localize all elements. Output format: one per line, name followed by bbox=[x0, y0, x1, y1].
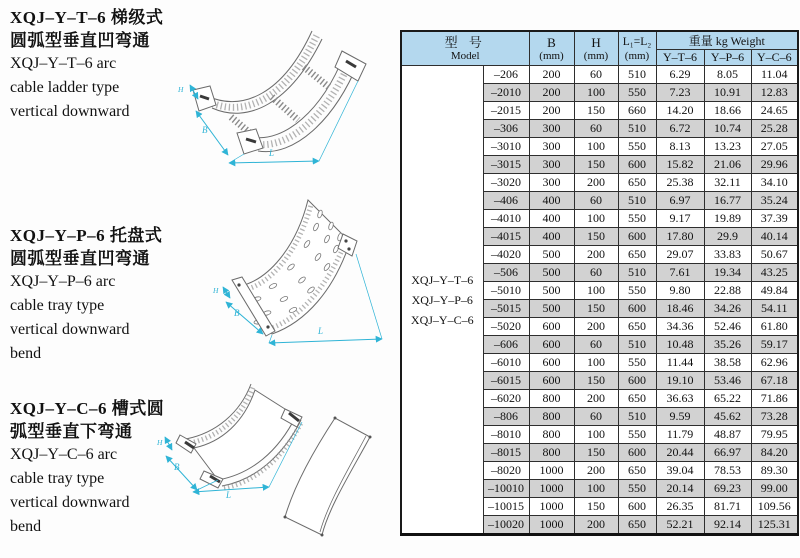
product-section-ladder bbox=[10, 6, 188, 124]
model-suffix-cell: –4020 bbox=[483, 246, 529, 264]
model-suffix-cell: –5020 bbox=[483, 318, 529, 336]
value-cell: 650 bbox=[618, 390, 656, 408]
value-cell: 100 bbox=[574, 426, 618, 444]
value-cell: 84.20 bbox=[751, 444, 798, 462]
value-cell: 510 bbox=[618, 120, 656, 138]
value-cell: 52.21 bbox=[656, 516, 704, 535]
table-body bbox=[401, 66, 798, 535]
value-cell: 200 bbox=[529, 102, 574, 120]
model-suffix-cell: –6015 bbox=[483, 372, 529, 390]
model-suffix-cell: –5015 bbox=[483, 300, 529, 318]
value-cell: 550 bbox=[618, 480, 656, 498]
value-cell: 92.14 bbox=[704, 516, 751, 535]
value-cell: 10.91 bbox=[704, 84, 751, 102]
value-cell: 54.11 bbox=[751, 300, 798, 318]
value-cell: 7.23 bbox=[656, 84, 704, 102]
value-cell: 200 bbox=[574, 174, 618, 192]
dim-label-b: B bbox=[202, 125, 208, 135]
value-cell: 36.63 bbox=[656, 390, 704, 408]
value-cell: 500 bbox=[529, 300, 574, 318]
ladder-rungs bbox=[231, 67, 330, 138]
value-cell: 60 bbox=[574, 264, 618, 282]
product-desc-en: vertical downward bbox=[10, 103, 130, 120]
value-cell: 200 bbox=[529, 66, 574, 84]
model-suffix-cell: –806 bbox=[483, 408, 529, 426]
value-cell: 79.95 bbox=[751, 426, 798, 444]
value-cell: 9.17 bbox=[656, 210, 704, 228]
value-cell: 27.05 bbox=[751, 138, 798, 156]
value-cell: 200 bbox=[574, 318, 618, 336]
value-cell: 100 bbox=[574, 480, 618, 498]
value-cell: 59.17 bbox=[751, 336, 798, 354]
ladder-rails bbox=[207, 31, 358, 152]
value-cell: 73.28 bbox=[751, 408, 798, 426]
model-suffix-cell: –5010 bbox=[483, 282, 529, 300]
value-cell: 71.86 bbox=[751, 390, 798, 408]
model-suffix-cell: –4010 bbox=[483, 210, 529, 228]
value-cell: 15.82 bbox=[656, 156, 704, 174]
value-cell: 600 bbox=[529, 372, 574, 390]
product-desc-en: cable ladder type bbox=[10, 79, 120, 96]
value-cell: 200 bbox=[529, 84, 574, 102]
value-cell: 34.26 bbox=[704, 300, 751, 318]
value-cell: 25.28 bbox=[751, 120, 798, 138]
value-cell: 150 bbox=[574, 102, 618, 120]
value-cell: 150 bbox=[574, 372, 618, 390]
model-suffix-cell: –2015 bbox=[483, 102, 529, 120]
value-cell: 49.84 bbox=[751, 282, 798, 300]
value-cell: 600 bbox=[529, 336, 574, 354]
value-cell: 300 bbox=[529, 138, 574, 156]
product-section-tray bbox=[10, 224, 188, 366]
dim-label-l: L bbox=[269, 148, 275, 158]
value-cell: 400 bbox=[529, 228, 574, 246]
product-desc-en: cable tray type bbox=[10, 297, 105, 314]
dim-label-l: L bbox=[226, 490, 232, 500]
value-cell: 550 bbox=[618, 282, 656, 300]
spec-table bbox=[400, 30, 799, 536]
flange-slots bbox=[200, 61, 356, 142]
value-cell: 510 bbox=[618, 66, 656, 84]
value-cell: 33.83 bbox=[704, 246, 751, 264]
model-prefix: XQJ–Y–P–6 bbox=[411, 292, 473, 307]
value-cell: 6.29 bbox=[656, 66, 704, 84]
value-cell: 66.97 bbox=[704, 444, 751, 462]
value-cell: 99.00 bbox=[751, 480, 798, 498]
value-cell: 150 bbox=[574, 444, 618, 462]
value-cell: 61.80 bbox=[751, 318, 798, 336]
value-cell: 650 bbox=[618, 318, 656, 336]
value-cell: 200 bbox=[574, 390, 618, 408]
model-suffix-cell: –2010 bbox=[483, 84, 529, 102]
value-cell: 150 bbox=[574, 228, 618, 246]
value-cell: 19.34 bbox=[704, 264, 751, 282]
value-cell: 29.07 bbox=[656, 246, 704, 264]
header-model-en: Model bbox=[450, 49, 480, 62]
value-cell: 100 bbox=[574, 282, 618, 300]
value-cell: 9.59 bbox=[656, 408, 704, 426]
value-cell: 29.9 bbox=[704, 228, 751, 246]
product-desc-en: bend bbox=[10, 518, 42, 535]
header-weight-yc6: Y–C–6 bbox=[751, 50, 798, 66]
value-cell: 48.87 bbox=[704, 426, 751, 444]
value-cell: 660 bbox=[618, 102, 656, 120]
value-cell: 81.71 bbox=[704, 498, 751, 516]
value-cell: 600 bbox=[618, 498, 656, 516]
value-cell: 7.61 bbox=[656, 264, 704, 282]
value-cell: 45.62 bbox=[704, 408, 751, 426]
product-desc-en: XQJ–Y–T–6 arc bbox=[10, 55, 117, 72]
diagram-tray-arc bbox=[168, 192, 396, 360]
value-cell: 600 bbox=[618, 372, 656, 390]
model-suffix-cell: –10020 bbox=[483, 516, 529, 535]
value-cell: 500 bbox=[529, 246, 574, 264]
value-cell: 800 bbox=[529, 408, 574, 426]
value-cell: 600 bbox=[529, 318, 574, 336]
value-cell: 29.96 bbox=[751, 156, 798, 174]
value-cell: 10.74 bbox=[704, 120, 751, 138]
value-cell: 39.04 bbox=[656, 462, 704, 480]
value-cell: 11.79 bbox=[656, 426, 704, 444]
value-cell: 24.65 bbox=[751, 102, 798, 120]
header-weight: 重量 kg Weight bbox=[656, 31, 798, 50]
value-cell: 510 bbox=[618, 408, 656, 426]
value-cell: 650 bbox=[618, 174, 656, 192]
value-cell: 200 bbox=[574, 462, 618, 480]
value-cell: 60 bbox=[574, 192, 618, 210]
value-cell: 50.67 bbox=[751, 246, 798, 264]
value-cell: 200 bbox=[574, 246, 618, 264]
value-cell: 200 bbox=[574, 516, 618, 535]
product-desc-en: vertical downward bbox=[10, 321, 130, 338]
value-cell: 600 bbox=[618, 444, 656, 462]
product-title-zh: 圆弧型垂直凹弯通 bbox=[10, 249, 150, 268]
model-suffix-cell: –206 bbox=[483, 66, 529, 84]
value-cell: 600 bbox=[618, 156, 656, 174]
value-cell: 78.53 bbox=[704, 462, 751, 480]
dim-label-h: H bbox=[157, 438, 163, 447]
model-prefix: XQJ–Y–T–6 bbox=[411, 272, 474, 287]
value-cell: 550 bbox=[618, 138, 656, 156]
value-cell: 100 bbox=[574, 210, 618, 228]
value-cell: 510 bbox=[618, 336, 656, 354]
value-cell: 800 bbox=[529, 390, 574, 408]
value-cell: 37.39 bbox=[751, 210, 798, 228]
value-cell: 62.96 bbox=[751, 354, 798, 372]
model-suffix-cell: –3020 bbox=[483, 174, 529, 192]
value-cell: 25.38 bbox=[656, 174, 704, 192]
cover-piece bbox=[284, 417, 372, 537]
value-cell: 510 bbox=[618, 192, 656, 210]
value-cell: 1000 bbox=[529, 498, 574, 516]
product-desc-en: bend bbox=[10, 345, 42, 362]
table-row bbox=[401, 66, 798, 84]
dim-label-b: B bbox=[234, 308, 240, 318]
value-cell: 650 bbox=[618, 462, 656, 480]
model-suffix-cell: –8020 bbox=[483, 462, 529, 480]
dim-label-h: H bbox=[178, 85, 184, 94]
value-cell: 18.46 bbox=[656, 300, 704, 318]
value-cell: 109.56 bbox=[751, 498, 798, 516]
header-model bbox=[401, 31, 529, 66]
value-cell: 400 bbox=[529, 210, 574, 228]
model-suffix-cell: –3015 bbox=[483, 156, 529, 174]
value-cell: 60 bbox=[574, 336, 618, 354]
value-cell: 67.18 bbox=[751, 372, 798, 390]
value-cell: 300 bbox=[529, 174, 574, 192]
value-cell: 8.13 bbox=[656, 138, 704, 156]
header-col-b: B (mm) bbox=[529, 31, 574, 66]
value-cell: 500 bbox=[529, 264, 574, 282]
value-cell: 35.24 bbox=[751, 192, 798, 210]
value-cell: 600 bbox=[618, 300, 656, 318]
value-cell: 150 bbox=[574, 156, 618, 174]
header-weight-yp6: Y–P–6 bbox=[704, 50, 751, 66]
value-cell: 11.44 bbox=[656, 354, 704, 372]
model-suffix-cell: –8010 bbox=[483, 426, 529, 444]
value-cell: 60 bbox=[574, 66, 618, 84]
header-model-zh: 型 号 bbox=[444, 34, 486, 50]
model-suffix-cell: –10010 bbox=[483, 480, 529, 498]
value-cell: 10.48 bbox=[656, 336, 704, 354]
product-title-zh: 弧型垂直下弯通 bbox=[10, 422, 133, 441]
value-cell: 9.80 bbox=[656, 282, 704, 300]
rail-hatching bbox=[209, 35, 351, 145]
value-cell: 125.31 bbox=[751, 516, 798, 535]
model-suffix-cell: –306 bbox=[483, 120, 529, 138]
model-suffix-cell: –506 bbox=[483, 264, 529, 282]
value-cell: 60 bbox=[574, 408, 618, 426]
value-cell: 89.30 bbox=[751, 462, 798, 480]
value-cell: 300 bbox=[529, 120, 574, 138]
table-header bbox=[401, 31, 798, 66]
value-cell: 26.35 bbox=[656, 498, 704, 516]
header-weight-yt6: Y–T–6 bbox=[656, 50, 704, 66]
model-suffix-cell: –6020 bbox=[483, 390, 529, 408]
header-col-l: L₁=L₂ (mm) bbox=[618, 31, 656, 66]
value-cell: 11.04 bbox=[751, 66, 798, 84]
value-cell: 6.72 bbox=[656, 120, 704, 138]
product-desc-en: XQJ–Y–C–6 arc bbox=[10, 446, 118, 463]
value-cell: 1000 bbox=[529, 480, 574, 498]
value-cell: 20.44 bbox=[656, 444, 704, 462]
value-cell: 14.20 bbox=[656, 102, 704, 120]
end-flanges bbox=[193, 51, 366, 154]
model-suffix-cell: –406 bbox=[483, 192, 529, 210]
value-cell: 60 bbox=[574, 120, 618, 138]
value-cell: 19.89 bbox=[704, 210, 751, 228]
value-cell: 22.88 bbox=[704, 282, 751, 300]
header-col-h: H (mm) bbox=[574, 31, 618, 66]
model-suffix-cell: –10015 bbox=[483, 498, 529, 516]
value-cell: 510 bbox=[618, 264, 656, 282]
value-cell: 550 bbox=[618, 210, 656, 228]
value-cell: 8.05 bbox=[704, 66, 751, 84]
model-suffix-cell: –3010 bbox=[483, 138, 529, 156]
model-suffix-cell: –606 bbox=[483, 336, 529, 354]
value-cell: 20.14 bbox=[656, 480, 704, 498]
value-cell: 65.22 bbox=[704, 390, 751, 408]
value-cell: 16.77 bbox=[704, 192, 751, 210]
value-cell: 34.10 bbox=[751, 174, 798, 192]
value-cell: 150 bbox=[574, 300, 618, 318]
value-cell: 13.23 bbox=[704, 138, 751, 156]
value-cell: 650 bbox=[618, 246, 656, 264]
value-cell: 69.23 bbox=[704, 480, 751, 498]
value-cell: 150 bbox=[574, 498, 618, 516]
diagram-channel-arc bbox=[156, 382, 404, 558]
value-cell: 800 bbox=[529, 426, 574, 444]
value-cell: 53.46 bbox=[704, 372, 751, 390]
value-cell: 1000 bbox=[529, 462, 574, 480]
value-cell: 32.11 bbox=[704, 174, 751, 192]
model-suffix-cell: –8015 bbox=[483, 444, 529, 462]
dim-label-b: B bbox=[174, 462, 180, 472]
value-cell: 12.83 bbox=[751, 84, 798, 102]
product-title-zh: 圆弧型垂直凹弯通 bbox=[10, 31, 150, 50]
value-cell: 550 bbox=[618, 84, 656, 102]
value-cell: 19.10 bbox=[656, 372, 704, 390]
dim-label-h: H bbox=[213, 286, 219, 295]
value-cell: 600 bbox=[618, 228, 656, 246]
value-cell: 100 bbox=[574, 84, 618, 102]
value-cell: 6.97 bbox=[656, 192, 704, 210]
model-prefix-cell bbox=[401, 66, 483, 535]
product-desc-en: vertical downward bbox=[10, 494, 130, 511]
model-prefix: XQJ–Y–C–6 bbox=[410, 312, 474, 327]
diagram-ladder-arc bbox=[163, 26, 397, 196]
product-desc-en: XQJ–Y–P–6 arc bbox=[10, 273, 116, 290]
value-cell: 550 bbox=[618, 426, 656, 444]
value-cell: 18.66 bbox=[704, 102, 751, 120]
value-cell: 400 bbox=[529, 192, 574, 210]
dim-label-l: L bbox=[318, 326, 324, 336]
value-cell: 17.80 bbox=[656, 228, 704, 246]
value-cell: 800 bbox=[529, 444, 574, 462]
value-cell: 300 bbox=[529, 156, 574, 174]
model-suffix-cell: –4015 bbox=[483, 228, 529, 246]
value-cell: 21.06 bbox=[704, 156, 751, 174]
value-cell: 500 bbox=[529, 282, 574, 300]
value-cell: 650 bbox=[618, 516, 656, 535]
value-cell: 34.36 bbox=[656, 318, 704, 336]
value-cell: 38.58 bbox=[704, 354, 751, 372]
model-suffix-cell: –6010 bbox=[483, 354, 529, 372]
product-desc-en: cable tray type bbox=[10, 470, 105, 487]
value-cell: 40.14 bbox=[751, 228, 798, 246]
value-cell: 550 bbox=[618, 354, 656, 372]
value-cell: 35.26 bbox=[704, 336, 751, 354]
product-title-zh: XQJ–Y–C–6 槽式圆 bbox=[10, 399, 165, 418]
value-cell: 52.46 bbox=[704, 318, 751, 336]
product-title-zh: XQJ–Y–P–6 托盘式 bbox=[10, 226, 163, 245]
value-cell: 100 bbox=[574, 138, 618, 156]
value-cell: 600 bbox=[529, 354, 574, 372]
value-cell: 100 bbox=[574, 354, 618, 372]
value-cell: 43.25 bbox=[751, 264, 798, 282]
product-title-zh: XQJ–Y–T–6 梯级式 bbox=[10, 8, 164, 27]
value-cell: 1000 bbox=[529, 516, 574, 535]
